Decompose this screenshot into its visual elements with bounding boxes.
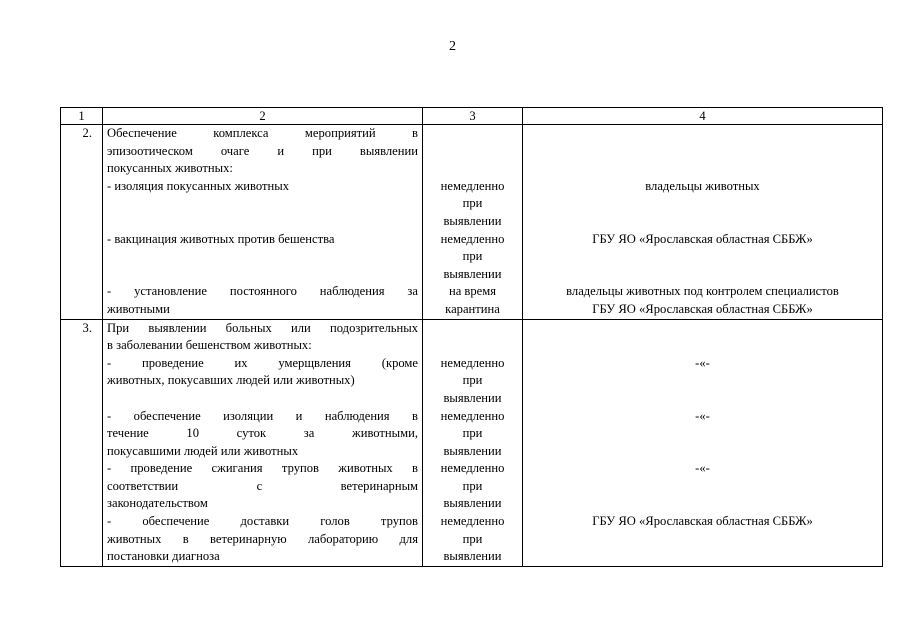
timing-line: немедленно [440, 355, 505, 370]
measure-line: - проведение их умерщвления (кроме [107, 355, 418, 370]
measure-line: соответствии с ветеринарным [107, 478, 418, 493]
intro-line: При выявлении больных или подозрительных [107, 320, 418, 335]
measure-line: животных в ветеринарную лабораторию для [107, 531, 418, 546]
timing-line: немедленно [440, 231, 505, 246]
row-number-text: 2. [82, 126, 92, 140]
responsible-line: -«- [695, 355, 710, 370]
timing-line: при [462, 196, 483, 211]
responsible-cell [523, 319, 883, 566]
header-col-1: 1 [61, 108, 103, 125]
timing-line: карантина [445, 301, 500, 316]
timing-line: выявлении [443, 443, 502, 458]
timing-cell [423, 125, 523, 320]
measures-table [60, 107, 883, 567]
page-number: 2 [449, 39, 456, 54]
timing-line: при [462, 478, 483, 493]
timing-line: немедленно [440, 408, 505, 423]
row-number [61, 125, 103, 320]
timing-line: при [462, 373, 483, 388]
responsible-cell [523, 125, 883, 320]
table-row [61, 125, 883, 320]
responsible-line: -«- [695, 461, 710, 476]
measure-line: покусавшими людей или животных [107, 443, 299, 458]
timing-line: при [462, 426, 483, 441]
responsible-line: -«- [695, 408, 710, 423]
timing-line: при [462, 531, 483, 546]
measure-line: - обеспечение доставки голов трупов [107, 514, 418, 529]
table-header-row [61, 108, 883, 125]
timing-cell [423, 319, 523, 566]
responsible-line: владельцы животных под контролем специалистов [566, 284, 839, 299]
measure-line: животных, покусавших людей или животных) [107, 373, 355, 388]
intro-line: эпизоотическом очаге и при выявлении [107, 143, 418, 158]
measure-line: - обеспечение изоляции и наблюдения в [107, 408, 418, 423]
timing-line: выявлении [443, 390, 502, 405]
responsible-line: владельцы животных [645, 178, 760, 193]
measure-line: животными [107, 301, 170, 316]
timing-line: немедленно [440, 514, 505, 529]
intro-line: покусанных животных: [107, 161, 233, 176]
measure-line: течение 10 суток за животными, [107, 426, 418, 441]
measure-line: законодательством [107, 496, 208, 511]
timing-line: немедленно [440, 461, 505, 476]
table-row [61, 319, 883, 566]
timing-line: выявлении [443, 266, 502, 281]
timing-line: выявлении [443, 213, 502, 228]
measure-cell [103, 125, 423, 320]
header-col-4: 4 [523, 108, 883, 125]
measure-line: - вакцинация животных против бешенства [107, 231, 335, 246]
measure-line: постановки диагноза [107, 549, 220, 564]
responsible-line: ГБУ ЯО «Ярославская областная СББЖ» [592, 514, 813, 529]
header-col-3: 3 [423, 108, 523, 125]
row-number [61, 319, 103, 566]
timing-line: выявлении [443, 496, 502, 511]
timing-line: немедленно [440, 178, 505, 193]
intro-line: Обеспечение комплекса мероприятий в [107, 126, 418, 140]
measure-line: - проведение сжигания трупов животных в [107, 461, 418, 476]
measure-line: - изоляция покусанных животных [107, 178, 290, 193]
timing-line: при [462, 249, 483, 264]
timing-line: выявлении [443, 549, 502, 564]
header-col-2: 2 [103, 108, 423, 125]
measure-cell [103, 319, 423, 566]
intro-line: в заболевании бешенством животных: [107, 338, 312, 353]
timing-line: на время [448, 284, 497, 299]
responsible-line: ГБУ ЯО «Ярославская областная СББЖ» [592, 231, 813, 246]
measure-line: - установление постоянного наблюдения за [107, 284, 418, 299]
responsible-line: ГБУ ЯО «Ярославская областная СББЖ» [592, 301, 813, 316]
row-number-text: 3. [82, 320, 92, 335]
